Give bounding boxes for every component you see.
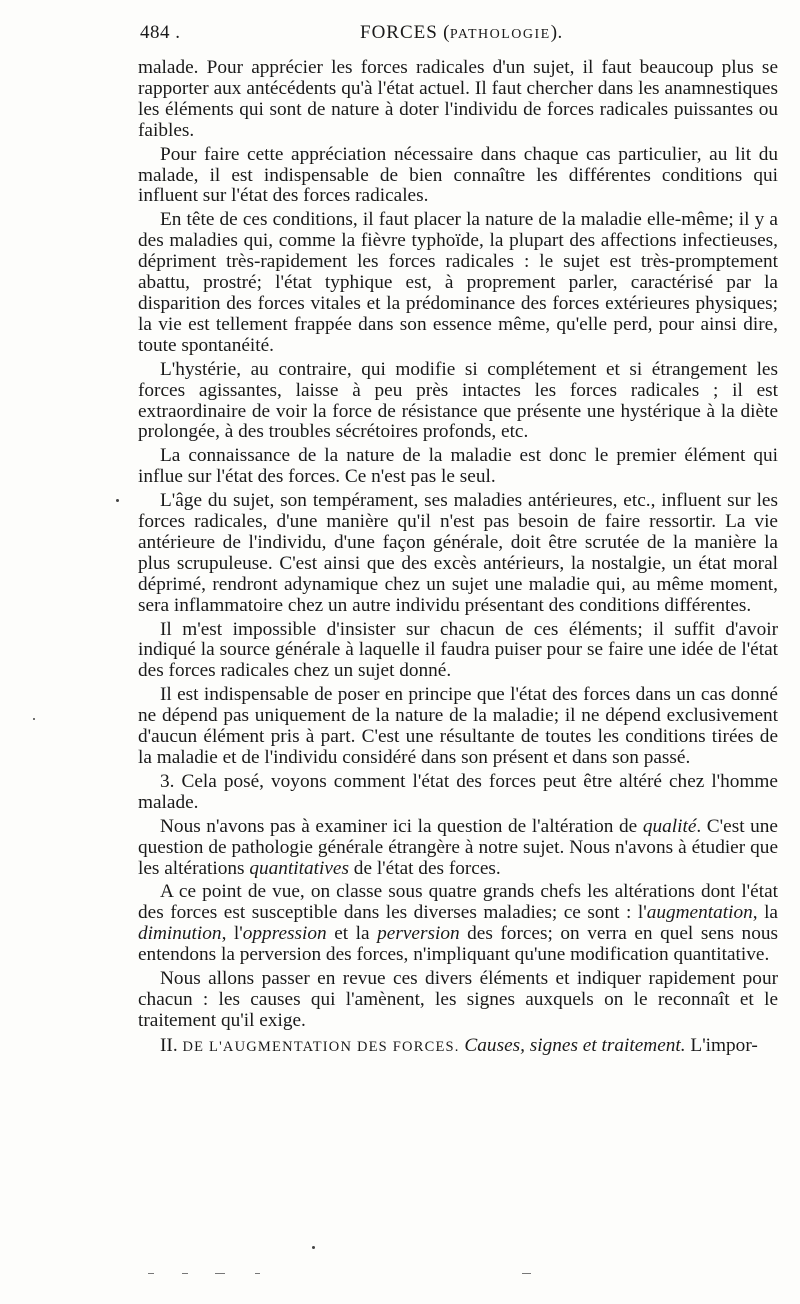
running-title-subtitle: PATHOLOGIE (449, 27, 551, 42)
paragraph-9: 3. Cela posé, voyons comment l'état des forces peut être altéré chez l'homme malade. (138, 770, 778, 813)
print-mark (182, 1273, 188, 1274)
paragraph-11-emphasis-2: diminution (138, 923, 222, 945)
running-title (360, 22, 563, 44)
paragraph-5: La connaissance de la nature de la maladie est donc le premier élément qui influe sur l'état des forces. Ce n'est pas le seul. (138, 445, 778, 488)
section-number: II. (160, 1034, 183, 1056)
print-mark (255, 1273, 260, 1274)
paragraph-3: En tête de ces conditions, il faut placer la nature de la maladie elle-même; il y a des maladies qui, comme la fièvre typhoïde, la plupart des affections infectieuses, dépriment très-rapidement les forces radicales : le sujet est très-promptement abattu, prostré; l'état typhique est, à proprement parler, caractérisé par la disparition des forces vitales et la prédominance des forces extérieures physiques; la vie est tellement frappée dans son essence même, qu'elle perd, pour ainsi dire, toute spontanéité. (138, 209, 778, 356)
section-title: DE L'AUGMENTATION DES FORCES. (182, 1038, 460, 1055)
print-mark (215, 1273, 225, 1274)
paragraph-8: Il est indispensable de poser en principe que l'état des forces dans un cas donné ne dépend pas uniquement de la nature de la maladie; il ne dépend exclusivement d'aucun élément pris à part. C'est une résultante de toutes les conditions tirées de la maladie et de l'individu considéré dans son présent et dans son passé. (138, 684, 778, 768)
paragraph-1: malade. Pour apprécier les forces radicales d'un sujet, il faut beaucoup plus se rapporter aux antécédents qu'à l'état actuel. Il faut chercher dans les anamnestiques les éléments qui sont de nature à doter l'individu de forces radicales puissantes ou faibles. (138, 57, 778, 141)
paragraph-10-part-b: . C'est une question de pathologie générale étrangère à notre sujet. Nous n'avons à étudier que les altérations (138, 815, 778, 879)
paragraph-10-emphasis-1: qualité (642, 815, 697, 837)
paragraph-10-part-a: Nous n'avons pas à examiner ici la question de l'altération de (160, 815, 643, 837)
paragraph-7: Il m'est impossible d'insister sur chacun de ces éléments; il suffit d'avoir indiqué la source générale à laquelle il faudra puiser pour se faire une idée de l'état des forces radicales chez un sujet donné. (138, 618, 778, 682)
paragraph-4: L'hystérie, au contraire, qui modifie si complétement et si étrangement les forces agissantes, laisse à peu près intactes les forces radicales ; il est extraordinaire de voir la force de résistance que présente une hystérique à la diète prolongée, à des troubles sécrétoires profonds, etc. (138, 358, 778, 443)
running-title-paren-open: ( (437, 22, 450, 43)
paragraph-6: L'âge du sujet, son tempérament, ses maladies antérieures, etc., influent sur les forces radicales, d'une manière qu'il n'est pas besoin de faire ressortir. La vie antérieure de l'individu, d'une façon générale, doit être scrutée de la manière la plus scrupuleuse. C'est ainsi que des excès antérieurs, la nostalgie, un état moral déprimé, rendront adynamique chez un sujet une maladie qui, au même moment, sera inflammatoire chez un autre individu présentant des conditions différentes. (138, 490, 778, 616)
print-mark (148, 1273, 154, 1274)
paragraph-11-emphasis-4: perversion (377, 923, 460, 945)
running-title-main: FORCES (360, 22, 438, 43)
section-heading (138, 1036, 778, 1058)
section-subtitle: Causes, signes et traitement. (459, 1034, 686, 1056)
section-continuation: L'impor- (685, 1034, 758, 1056)
print-speck (116, 499, 119, 502)
paragraph-11-part-a: A ce point de vue, on classe sous quatre grands chefs les altérations dont l'état des forces est susceptible dans les diverses maladies; ce sont : l' (138, 881, 778, 924)
paragraph-2: Pour faire cette appréciation nécessaire dans chaque cas particulier, au lit du malade, il est indispensable de bien connaître les différentes conditions qui influent sur l'état des forces radicales. (138, 143, 778, 207)
print-speck (33, 718, 35, 720)
paragraph-11-part-b: , la (752, 902, 778, 924)
page-number: 484 . (140, 22, 181, 43)
paragraph-12: Nous allons passer en revue ces divers éléments et indiquer rapidement pour chacun : les causes qui l'amènent, les signes auxquels on le reconnaît et le traitement qu'il exige. (138, 968, 778, 1031)
running-title-paren-close: ). (550, 22, 563, 43)
paragraph-11-part-e: des forces; on verra en quel sens nous entendons la perversion des forces, n'impliquant qu'une modification quantitative. (138, 923, 778, 966)
print-mark (522, 1273, 531, 1274)
paragraph-11-emphasis-3: oppression (242, 923, 327, 945)
paragraph-11-part-c: , l' (221, 923, 243, 945)
body-text (138, 58, 778, 1061)
print-speck (312, 1246, 315, 1249)
running-head (140, 22, 775, 50)
paragraph-11 (138, 882, 778, 966)
paragraph-11-emphasis-1: augmentation (646, 902, 753, 924)
paragraph-10-emphasis-2: quantitatives (249, 857, 349, 879)
paragraph-11-part-d: et la (326, 923, 378, 945)
paragraph-10-part-c: de l'état des forces. (348, 857, 501, 879)
paragraph-10 (138, 817, 778, 880)
